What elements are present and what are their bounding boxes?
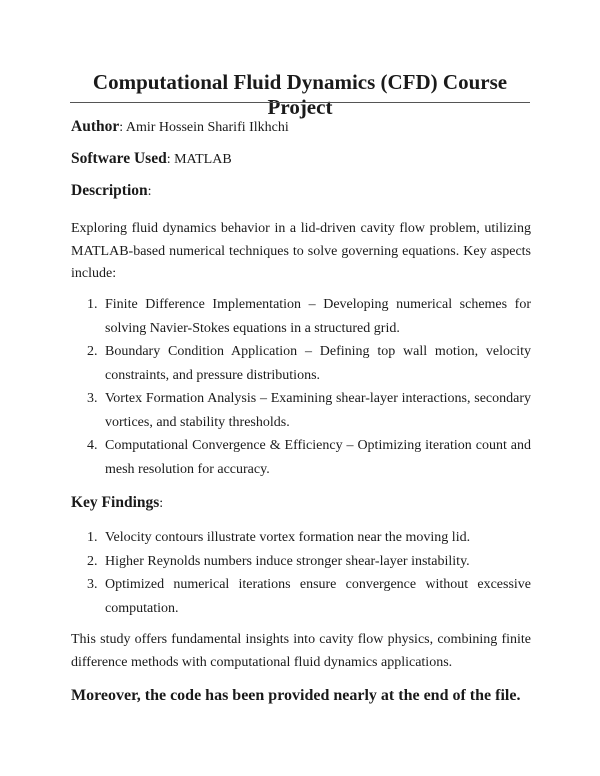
list-item-number: 3. xyxy=(87,391,98,406)
list-item xyxy=(71,550,531,574)
list-item-number: 2. xyxy=(87,344,98,359)
list-item xyxy=(71,434,531,481)
list-item-text: Vortex Formation Analysis – Examining shear-layer interactions, secondary vortices, and stability thresholds. xyxy=(105,391,531,430)
list-item-text: Boundary Condition Application – Defining top wall motion, velocity constraints, and pressure distributions. xyxy=(105,344,531,383)
description-heading xyxy=(71,182,152,200)
key-findings-list xyxy=(71,526,531,620)
list-item-text: Finite Difference Implementation – Developing numerical schemes for solving Navier-Stokes equations in a structured grid. xyxy=(105,297,531,336)
author-value: : Amir Hossein Sharifi Ilkhchi xyxy=(119,120,289,135)
list-item-number: 2. xyxy=(87,553,98,569)
software-label: Software Used xyxy=(71,150,167,167)
key-findings-heading xyxy=(71,494,163,512)
closing-note: Moreover, the code has been provided nearly at the end of the file. xyxy=(71,687,521,704)
list-item-number: 3. xyxy=(87,577,98,592)
key-findings-heading-colon: : xyxy=(159,496,164,511)
list-item-text: Optimized numerical iterations ensure convergence without excessive computation. xyxy=(105,577,531,616)
key-findings-heading-text: Key Findings xyxy=(71,494,160,511)
list-item-number: 1. xyxy=(87,530,98,545)
list-item-number: 1. xyxy=(87,297,98,312)
list-item xyxy=(71,573,531,620)
author-label: Author xyxy=(71,118,120,135)
list-item xyxy=(71,293,531,340)
software-line xyxy=(71,150,232,168)
list-item-text: Computational Convergence & Efficiency – Optimizing iteration count and mesh resolution for accuracy. xyxy=(105,438,531,477)
page-title: Computational Fluid Dynamics (CFD) Course Project xyxy=(92,70,508,119)
summary-paragraph: This study offers fundamental insights into cavity flow physics, combining finite difference methods with computational fluid dynamics applications. xyxy=(71,632,531,670)
description-heading-text: Description xyxy=(71,182,148,199)
list-item xyxy=(71,340,531,387)
list-item-text: Higher Reynolds numbers induce stronger shear-layer instability. xyxy=(105,553,470,569)
author-line xyxy=(71,118,289,136)
list-item xyxy=(71,526,531,550)
description-list xyxy=(71,293,531,481)
description-heading-colon: : xyxy=(147,184,152,199)
list-item xyxy=(71,387,531,434)
software-value: : MATLAB xyxy=(166,152,232,167)
description-intro: Exploring fluid dynamics behavior in a lid-driven cavity flow problem, utilizing MATLAB-based numerical techniques to solve governing equations. Key aspects include: xyxy=(71,221,531,281)
list-item-number: 4. xyxy=(87,438,98,453)
list-item-text: Velocity contours illustrate vortex formation near the moving lid. xyxy=(105,530,471,545)
title-divider xyxy=(70,102,530,103)
